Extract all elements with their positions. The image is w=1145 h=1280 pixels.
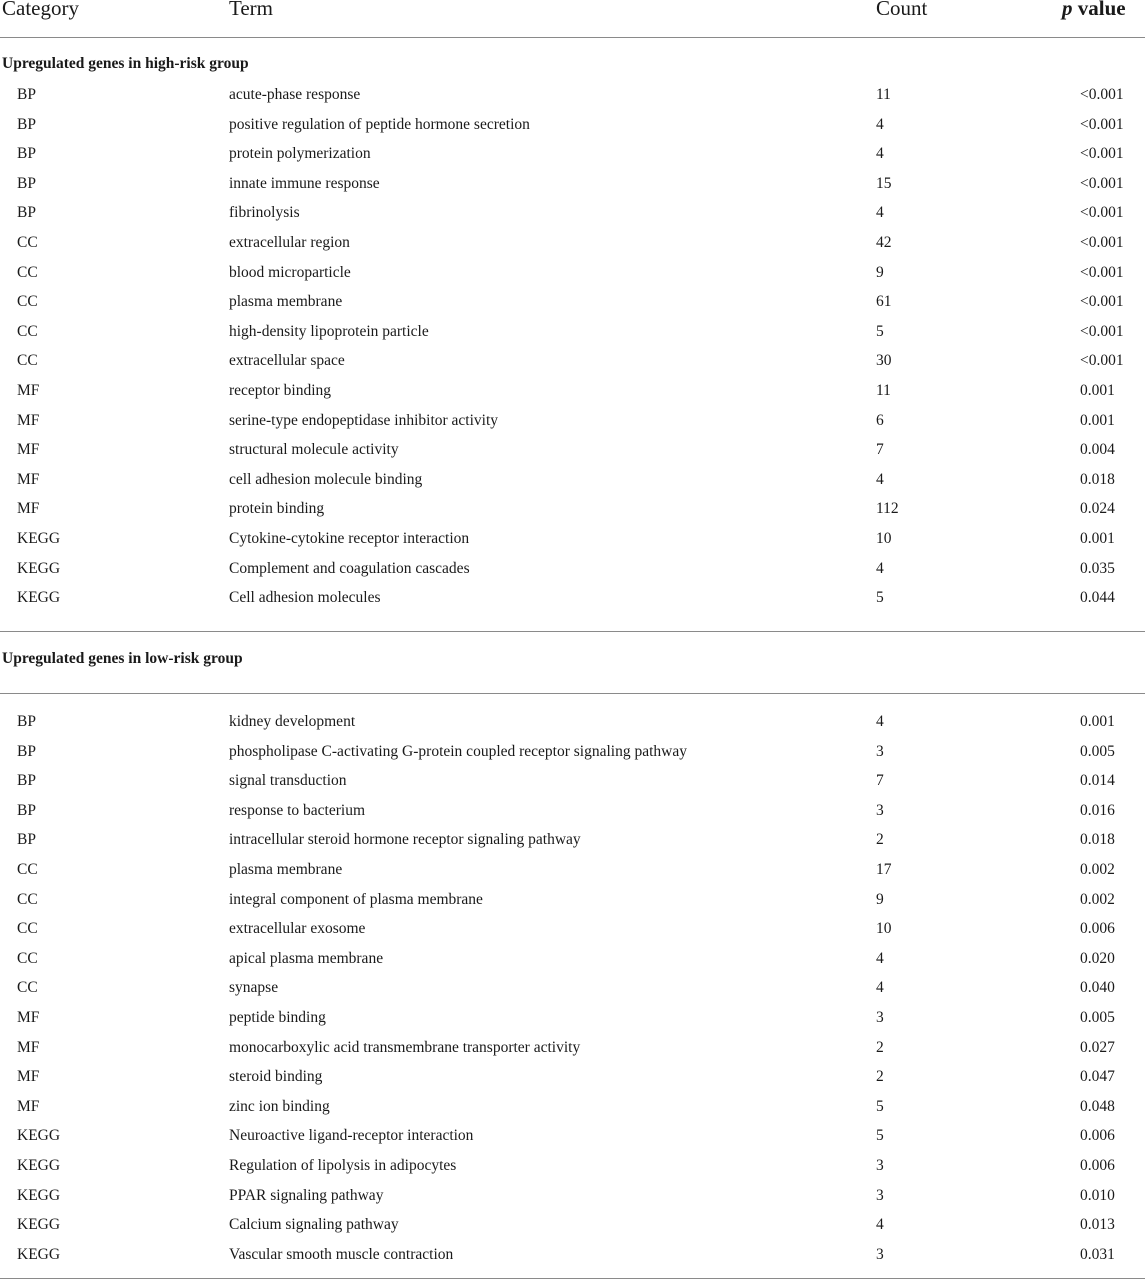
cell-term: structural molecule activity <box>229 441 399 459</box>
cell-p-value: <0.001 <box>1080 86 1124 103</box>
cell-category: CC <box>17 979 38 997</box>
cell-p-value: 0.013 <box>1080 1216 1115 1234</box>
section-title-low-risk: Upregulated genes in low-risk group <box>2 650 243 667</box>
table-row <box>0 890 1145 920</box>
cell-term: signal transduction <box>229 772 347 790</box>
cell-term: phospholipase C-activating G-protein coupled receptor signaling pathway <box>229 742 687 760</box>
cell-p-value: 0.024 <box>1080 500 1115 518</box>
cell-count: 5 <box>876 322 884 340</box>
header-rule <box>0 37 1145 38</box>
cell-term: Complement and coagulation cascades <box>229 559 470 577</box>
table-row <box>0 919 1145 949</box>
cell-p-value: 0.016 <box>1080 801 1115 819</box>
table-row <box>0 233 1145 263</box>
cell-p-value: <0.001 <box>1080 322 1124 340</box>
cell-category: MF <box>17 470 40 488</box>
cell-term: innate immune response <box>229 174 380 192</box>
cell-count: 7 <box>876 441 884 459</box>
cell-term: monocarboxylic acid transmembrane transporter activity <box>229 1038 581 1056</box>
table-row <box>0 1245 1145 1275</box>
cell-p-value: 0.005 <box>1080 742 1115 760</box>
table-row <box>0 470 1145 500</box>
cell-p-value: 0.010 <box>1080 1186 1115 1204</box>
cell-count: 4 <box>876 979 884 997</box>
table-header-row <box>0 0 1145 24</box>
cell-term: protein polymerization <box>229 145 371 163</box>
table-row <box>0 440 1145 470</box>
table-row <box>0 559 1145 589</box>
cell-category: BP <box>17 115 36 133</box>
cell-category: BP <box>17 145 36 163</box>
cell-count: 5 <box>876 1127 884 1145</box>
section-divider <box>0 631 1145 632</box>
cell-term: high-density lipoprotein particle <box>229 322 429 340</box>
header-term: Term <box>229 0 274 20</box>
cell-category: KEGG <box>17 589 61 607</box>
table-row <box>0 115 1145 145</box>
table-row <box>0 203 1145 233</box>
table-row <box>0 830 1145 860</box>
cell-p-value: 0.047 <box>1080 1068 1115 1086</box>
cell-term: serine-type endopeptidase inhibitor activity <box>229 411 499 429</box>
cell-category: KEGG <box>17 1216 61 1234</box>
cell-p-value: 0.040 <box>1080 979 1115 997</box>
table-row <box>0 1097 1145 1127</box>
cell-term: positive regulation of peptide hormone secretion <box>229 115 530 133</box>
cell-term: cell adhesion molecule binding <box>229 470 423 488</box>
cell-category: CC <box>17 920 38 938</box>
cell-p-value: 0.020 <box>1080 949 1115 967</box>
table-row <box>0 411 1145 441</box>
cell-count: 15 <box>876 174 892 192</box>
cell-p-value: 0.027 <box>1080 1038 1115 1056</box>
cell-p-value: 0.018 <box>1080 470 1115 488</box>
cell-p-value: <0.001 <box>1080 115 1124 133</box>
cell-count: 4 <box>876 470 884 488</box>
cell-p-value: 0.006 <box>1080 920 1115 938</box>
cell-p-value: <0.001 <box>1080 174 1124 192</box>
cell-category: CC <box>17 263 38 281</box>
cell-category: BP <box>17 772 36 790</box>
cell-p-value: 0.002 <box>1080 890 1115 908</box>
cell-category: KEGG <box>17 559 61 577</box>
cell-term: extracellular region <box>229 233 350 251</box>
cell-count: 9 <box>876 890 884 908</box>
cell-count: 3 <box>876 1008 884 1026</box>
cell-term: peptide binding <box>229 1008 326 1026</box>
cell-category: CC <box>17 860 38 878</box>
cell-count: 5 <box>876 1097 884 1115</box>
cell-term: Cytokine-cytokine receptor interaction <box>229 529 470 547</box>
table-row <box>0 499 1145 529</box>
cell-term: synapse <box>229 979 279 997</box>
cell-count: 2 <box>876 1038 884 1056</box>
cell-term: kidney development <box>229 713 356 730</box>
table-row <box>0 263 1145 293</box>
cell-term: extracellular exosome <box>229 920 366 938</box>
cell-count: 30 <box>876 352 892 370</box>
table-row <box>0 771 1145 801</box>
cell-term: intracellular steroid hormone receptor signaling pathway <box>229 831 581 849</box>
cell-category: KEGG <box>17 1156 61 1174</box>
cell-term: apical plasma membrane <box>229 949 384 967</box>
header-p-italic: p <box>1062 0 1073 20</box>
table-row <box>0 322 1145 352</box>
cell-term: zinc ion binding <box>229 1097 330 1115</box>
cell-category: MF <box>17 500 40 518</box>
cell-category: MF <box>17 1068 40 1086</box>
table-row <box>0 85 1145 115</box>
cell-p-value: 0.001 <box>1080 411 1115 429</box>
cell-count: 112 <box>876 500 899 518</box>
cell-category: CC <box>17 352 38 370</box>
header-p-suffix: value <box>1072 0 1126 20</box>
table-row <box>0 1215 1145 1245</box>
cell-category: KEGG <box>17 1127 61 1145</box>
cell-category: KEGG <box>17 1245 61 1263</box>
table-row <box>0 949 1145 979</box>
cell-term: Neuroactive ligand-receptor interaction <box>229 1127 474 1145</box>
table-row <box>0 978 1145 1008</box>
cell-count: 2 <box>876 831 884 849</box>
cell-term: fibrinolysis <box>229 204 300 222</box>
table-row <box>0 801 1145 831</box>
cell-count: 10 <box>876 920 892 938</box>
cell-count: 3 <box>876 801 884 819</box>
table-row <box>0 1067 1145 1097</box>
table-row <box>0 1186 1145 1216</box>
cell-count: 11 <box>876 86 891 103</box>
cell-term: Vascular smooth muscle contraction <box>229 1245 454 1263</box>
cell-category: BP <box>17 801 36 819</box>
cell-count: 17 <box>876 860 892 878</box>
cell-term: integral component of plasma membrane <box>229 890 483 908</box>
table-row <box>0 351 1145 381</box>
cell-count: 4 <box>876 559 884 577</box>
cell-category: MF <box>17 441 40 459</box>
cell-category: CC <box>17 890 38 908</box>
cell-p-value: <0.001 <box>1080 352 1124 370</box>
table-row <box>0 1038 1145 1068</box>
cell-category: BP <box>17 831 36 849</box>
table-row <box>0 1156 1145 1186</box>
cell-category: MF <box>17 411 40 429</box>
cell-term: Cell adhesion molecules <box>229 589 381 607</box>
cell-p-value: 0.035 <box>1080 559 1115 577</box>
rows-low-risk <box>0 712 1145 1274</box>
cell-category: CC <box>17 233 38 251</box>
cell-count: 3 <box>876 1186 884 1204</box>
table-row <box>0 1008 1145 1038</box>
cell-category: CC <box>17 949 38 967</box>
table-bottom-rule <box>0 1278 1145 1279</box>
cell-p-value: <0.001 <box>1080 293 1124 311</box>
cell-p-value: 0.002 <box>1080 860 1115 878</box>
cell-count: 6 <box>876 411 884 429</box>
cell-term: response to bacterium <box>229 801 366 819</box>
table-row <box>0 742 1145 772</box>
table-row <box>0 712 1145 742</box>
cell-category: CC <box>17 322 38 340</box>
cell-term: Regulation of lipolysis in adipocytes <box>229 1156 457 1174</box>
cell-count: 61 <box>876 293 892 311</box>
table-row <box>0 381 1145 411</box>
table-row <box>0 144 1145 174</box>
table-row <box>0 588 1145 618</box>
cell-p-value: 0.004 <box>1080 441 1115 459</box>
cell-p-value: 0.005 <box>1080 1008 1115 1026</box>
cell-category: BP <box>17 204 36 222</box>
cell-term: Calcium signaling pathway <box>229 1216 399 1234</box>
cell-count: 4 <box>876 115 884 133</box>
cell-p-value: <0.001 <box>1080 204 1124 222</box>
cell-count: 3 <box>876 742 884 760</box>
cell-count: 11 <box>876 381 891 399</box>
header-count: Count <box>876 0 928 20</box>
cell-p-value: <0.001 <box>1080 145 1124 163</box>
cell-term: plasma membrane <box>229 860 343 878</box>
section-title-high-risk: Upregulated genes in high-risk group <box>2 55 249 72</box>
cell-p-value: 0.031 <box>1080 1245 1115 1263</box>
cell-p-value: 0.001 <box>1080 713 1115 730</box>
cell-count: 10 <box>876 529 892 547</box>
header-category: Category <box>2 0 79 20</box>
cell-p-value: <0.001 <box>1080 233 1124 251</box>
cell-p-value: 0.018 <box>1080 831 1115 849</box>
cell-count: 4 <box>876 204 884 222</box>
cell-category: BP <box>17 86 36 103</box>
cell-p-value: 0.006 <box>1080 1156 1115 1174</box>
cell-p-value: 0.044 <box>1080 589 1115 607</box>
cell-p-value: 0.048 <box>1080 1097 1115 1115</box>
rows-high-risk <box>0 85 1145 618</box>
cell-term: receptor binding <box>229 381 332 399</box>
cell-term: protein binding <box>229 500 325 518</box>
cell-count: 42 <box>876 233 892 251</box>
header-p-value <box>1062 0 1126 21</box>
cell-category: MF <box>17 1038 40 1056</box>
cell-term: acute-phase response <box>229 86 361 103</box>
table-row <box>0 174 1145 204</box>
cell-category: BP <box>17 174 36 192</box>
cell-term: extracellular space <box>229 352 345 370</box>
cell-p-value: <0.001 <box>1080 263 1124 281</box>
section-subrule <box>0 693 1145 694</box>
cell-count: 4 <box>876 1216 884 1234</box>
cell-count: 4 <box>876 949 884 967</box>
cell-count: 4 <box>876 713 884 730</box>
cell-category: KEGG <box>17 1186 61 1204</box>
cell-term: steroid binding <box>229 1068 323 1086</box>
cell-term: blood microparticle <box>229 263 351 281</box>
cell-term: plasma membrane <box>229 293 343 311</box>
cell-category: MF <box>17 1008 40 1026</box>
cell-count: 4 <box>876 145 884 163</box>
cell-p-value: 0.014 <box>1080 772 1115 790</box>
cell-category: BP <box>17 742 36 760</box>
cell-count: 9 <box>876 263 884 281</box>
cell-category: MF <box>17 381 40 399</box>
table-row <box>0 860 1145 890</box>
cell-p-value: 0.006 <box>1080 1127 1115 1145</box>
cell-category: BP <box>17 713 36 730</box>
table-row <box>0 292 1145 322</box>
cell-count: 5 <box>876 589 884 607</box>
table-row <box>0 529 1145 559</box>
table-row <box>0 1126 1145 1156</box>
cell-count: 7 <box>876 772 884 790</box>
cell-term: PPAR signaling pathway <box>229 1186 384 1204</box>
cell-count: 3 <box>876 1156 884 1174</box>
cell-count: 3 <box>876 1245 884 1263</box>
cell-category: KEGG <box>17 529 61 547</box>
cell-category: CC <box>17 293 38 311</box>
cell-p-value: 0.001 <box>1080 381 1115 399</box>
cell-count: 2 <box>876 1068 884 1086</box>
cell-category: MF <box>17 1097 40 1115</box>
cell-p-value: 0.001 <box>1080 529 1115 547</box>
